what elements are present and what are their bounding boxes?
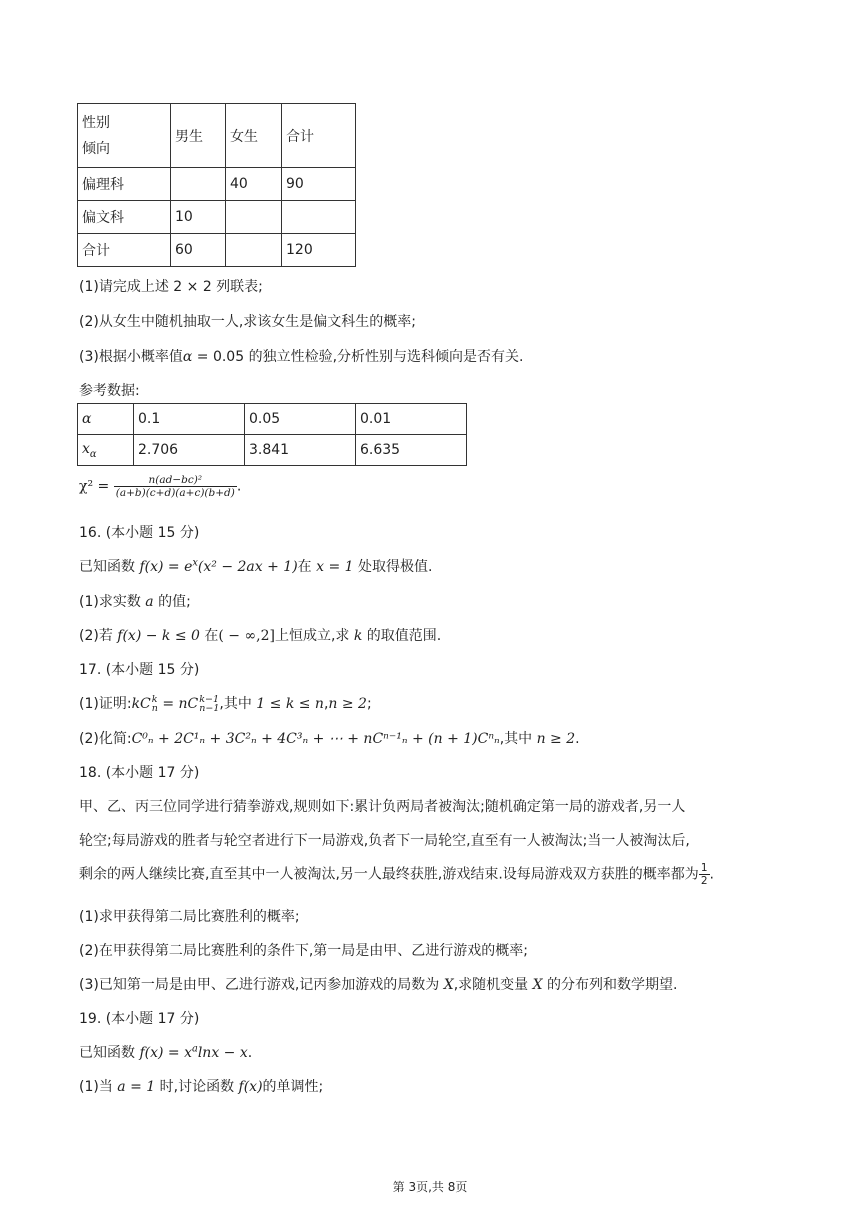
text: . [575, 731, 580, 747]
q18-title: 18. (本小题 17 分) [79, 765, 200, 781]
text: k−1 [199, 694, 220, 705]
text: 的单调性; [262, 1079, 324, 1095]
text: (3)已知第一局是由甲、乙进行游戏,记丙参加游戏的局数为 [79, 977, 444, 993]
q18-stem-line3 [79, 862, 714, 887]
text: 时,讨论函数 [155, 1079, 239, 1095]
half-fraction [699, 862, 710, 887]
text: (3)根据小概率值 [79, 349, 183, 365]
text: f(x) − k ≤ 0 [117, 628, 200, 644]
text: (1)求实数 [79, 594, 146, 610]
text: . [247, 1045, 253, 1061]
header-bottom-label: 倾向 [82, 140, 110, 157]
cell: 120 [282, 234, 356, 267]
text: X [532, 977, 543, 993]
text: 剩余的两人继续比赛,直至其中一人被淘汰,另一人最终获胜,游戏结束.设每局游戏双方获胜的概率都为 [79, 866, 699, 883]
text: n(ad−bc)² [148, 474, 203, 486]
text: C⁰ₙ + 2C¹ₙ + 3C²ₙ + 4C³ₙ + ⋯ + nCⁿ⁻¹ₙ + (n + 1)Cⁿₙ [131, 731, 500, 747]
q15-part1: (1)请完成上述 2 × 2 列联表; [79, 279, 263, 295]
chi-square-formula: χ² = $\frac{\text{n(ad−bc)²}}{(a+b)(c+d)(a+c)(b+d)}$ . [79, 474, 242, 499]
text: k [151, 694, 158, 705]
text: k [353, 628, 363, 644]
text: 的分布列和数学期望. [542, 977, 678, 993]
text: n ≥ 2 [536, 731, 576, 747]
cell: 6.635 [356, 435, 467, 466]
text: 的取值范围. [362, 628, 442, 644]
q18-part3 [79, 974, 677, 994]
cell [282, 201, 356, 234]
q15-part3 [79, 346, 523, 366]
text: kC [131, 696, 151, 712]
text: (2)化简: [79, 731, 132, 747]
table-row [78, 168, 356, 201]
text: n ≥ 2 [328, 696, 367, 712]
cell [171, 168, 226, 201]
text: 在 [199, 628, 219, 644]
col-header-girl: 女生 [226, 104, 282, 168]
q17-part2 [79, 728, 580, 748]
text: 已知函数 [79, 559, 140, 575]
q19-title: 19. (本小题 17 分) [79, 1011, 200, 1027]
table-row [78, 201, 356, 234]
text: X [443, 977, 454, 993]
text: (x² − 2ax + 1) [197, 559, 298, 575]
text: (1)当 [79, 1079, 118, 1095]
cell: 40 [226, 168, 282, 201]
q16-part1 [79, 591, 191, 611]
text: lnx − x [197, 1045, 248, 1061]
table-row [78, 435, 467, 466]
q18-stem-line2: 轮空;每局游戏的胜者与轮空者进行下一局游戏,负者下一局轮空,直至有一人被淘汰;当一人被淘汰后, [79, 833, 690, 849]
cell: 2.706 [134, 435, 245, 466]
cell: 0.1 [134, 404, 245, 435]
q17-title: 17. (本小题 15 分) [79, 662, 200, 678]
text: x [82, 440, 90, 457]
q15-part2: (2)从女生中随机抽取一人,求该女生是偏文科生的概率; [79, 314, 416, 330]
cell [226, 234, 282, 267]
text: 的值; [153, 594, 191, 610]
text: 已知函数 [79, 1045, 140, 1061]
alpha-symbol: α [182, 349, 193, 365]
text: f(x) = x [139, 1045, 192, 1061]
text: 1 ≤ k ≤ n [256, 696, 324, 712]
page-footer: 第 3页,共 8页 [392, 1180, 468, 1194]
text: 上恒成立,求 [274, 628, 354, 644]
col-header-total: 合计 [282, 104, 356, 168]
cell: 0.01 [356, 404, 467, 435]
text: f(x) = e [139, 559, 193, 575]
formula-fraction [114, 474, 237, 499]
text: a = 1 [117, 1079, 156, 1095]
critical-value-table [77, 403, 467, 466]
q16-stem [79, 556, 432, 576]
text: n−1 [199, 703, 220, 714]
text: α [89, 448, 97, 460]
q19-part1 [79, 1076, 323, 1096]
cell: 90 [282, 168, 356, 201]
text: , [323, 696, 329, 712]
text: a [191, 1043, 198, 1055]
text: 2 [700, 875, 708, 887]
row-label-x-alpha [78, 435, 134, 466]
q16-part2 [79, 625, 441, 645]
text: 在 [297, 559, 317, 575]
q18-part1: (1)求甲获得第二局比赛胜利的概率; [79, 909, 300, 925]
text: 处取得极值. [353, 559, 433, 575]
q19-stem [79, 1042, 252, 1062]
q18-stem-line1: 甲、乙、丙三位同学进行猜拳游戏,规则如下:累计负两局者被淘汰;随机确定第一局的游戏者,另一人 [79, 799, 686, 815]
text: = nC [157, 696, 199, 712]
row-label: 合计 [78, 234, 171, 267]
text: ,其中 [499, 731, 537, 747]
col-header-boy: 男生 [171, 104, 226, 168]
text: x [192, 557, 198, 569]
row-label: 偏理科 [78, 168, 171, 201]
text: = 0.05 的独立性检验,分析性别与选科倾向是否有关. [192, 349, 524, 365]
text: n [151, 703, 158, 714]
reference-label: 参考数据: [79, 383, 140, 399]
text: f(x) [238, 1079, 263, 1095]
text: ,求随机变量 [453, 977, 533, 993]
row-label-alpha: α [78, 404, 134, 435]
text: . [709, 866, 714, 883]
cell: 10 [171, 201, 226, 234]
table-row [78, 404, 467, 435]
table-row [78, 234, 356, 267]
text: (a+b)(c+d)(a+c)(b+d) [115, 487, 235, 499]
q17-part1 [79, 693, 372, 713]
q18-part2: (2)在甲获得第二局比赛胜利的条件下,第一局是由甲、乙进行游戏的概率; [79, 943, 528, 959]
cell: 60 [171, 234, 226, 267]
cell [226, 201, 282, 234]
script-pair [199, 695, 219, 713]
header-top-label: 性别 [82, 114, 110, 131]
cell: 0.05 [245, 404, 356, 435]
q16-title: 16. (本小题 15 分) [79, 525, 200, 541]
text: (2)若 [79, 628, 118, 644]
contingency-table [77, 103, 356, 267]
text: ( − ∞,2] [218, 628, 275, 644]
text: a [145, 594, 154, 610]
text: (1)证明: [79, 696, 132, 712]
cell: 3.841 [245, 435, 356, 466]
text: 1 [700, 862, 708, 874]
text: ,其中 [219, 696, 257, 712]
text: x = 1 [316, 559, 354, 575]
text: ; [366, 696, 372, 712]
text: χ² = [79, 478, 114, 495]
row-label: 偏文科 [78, 201, 171, 234]
table-header-corner [78, 104, 171, 168]
